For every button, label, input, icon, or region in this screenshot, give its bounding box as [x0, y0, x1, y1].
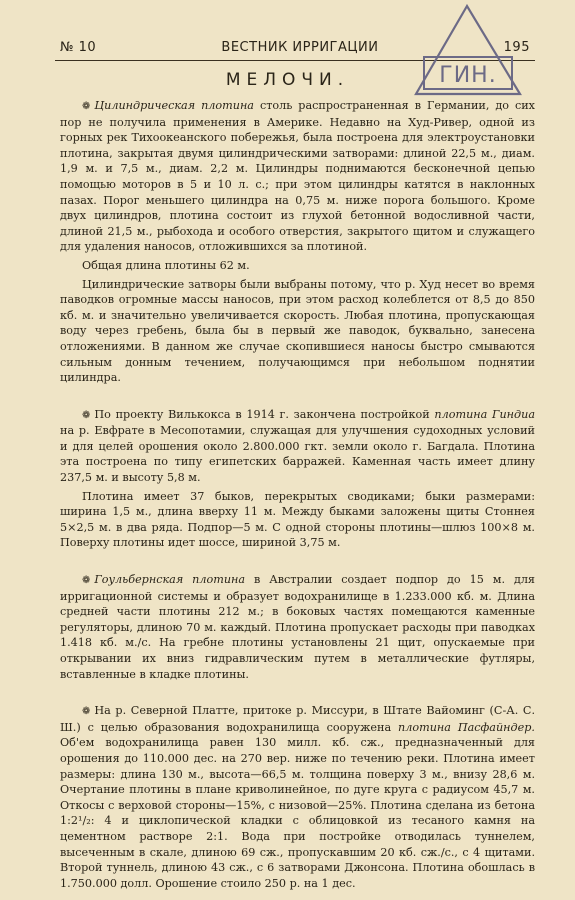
item-text: на р. Евфрате в Месопотамии, служащая для улучшения судоходных условий и для целей орошения около 2.800.000 гкт. земли около г. Багдала. Плотина эта построена по типу египетских барражей. Каменная часть имеет длину 237,5 м. и высоту 5,8 м.	[60, 424, 535, 485]
section-title: МЕЛОЧИ.	[225, 70, 350, 90]
item-continuation-paragraph: Общая длина плотины 62 м.	[82, 258, 250, 272]
stamp-text: ГИН.	[439, 63, 497, 88]
item-text: столь распространенная в Германии, до сих пор не получила применения в Америке. Недавно на Худ-Ривер, одной из горных рек Тихоокеанского побережья, была построена для электроустановки плотина, закрытая двумя цилиндрическими затворами: длиной 22,5 м., диам. 1,9 м. и 7,5 м., диам. 2,2 м. Цилиндры поднимаются бесконечной цепью помощью моторов в 5 и 10 л. с.; при этом цилиндры катятся в наклонных пазах. Порог меньшего цилиндра на 0,75 м. ниже порога большого. Кроме двух цилиндров, плотина состоит из глухой бетонной водосливной части, длиной 21,5 м., рыбохода и особого отверстия, закрытого щитом и служащего для удаления наносов, отложившихся за плотиной.	[60, 99, 535, 254]
news-item-paragraph	[60, 572, 535, 682]
item-lead-text: На р. Северной Платте, притоке р. Миссури, в Штате Вайоминг (С-А. С. Ш.) с целью образования водохранилища сооружена	[60, 704, 535, 734]
item-title: Гоульбернская плотина	[94, 573, 246, 587]
article-body	[60, 98, 535, 891]
item-lead-text: По проекту Вилькокса в 1914 г. закончена постройкой	[94, 407, 435, 421]
bullet-icon: ❁	[82, 706, 91, 718]
item-text: Об'ем водохранилища равен 130 милл. кб. сж., предназначенный для орошения до 110.000 дес. на 270 вер. ниже по течению реки. Плотина имеет размеры: длина 130 м., высота—66,5 м. толщина поверху 3 м., внизу 28,6 м. Очертание плотины в плане криволинейное, по дуге круга с радиусом 45,7 м. Откосы с верховой стороны—15%, с низовой—25%. Плотина сделана из бетона 1:2¹/₂: 4 и циклопической кладки с облицовкой из тесаного камня на цементном растворе 2:1. Вода при постройке отводилась туннелем, высеченным в скале, длиною 69 сж., пропускавшим 20 кб. сж./с., с 4 щитами. Второй туннель, длиною 43 сж., с 6 затворами Джонсона. Плотина обошлась в 1.750.000 долл. Орошение стоило 250 р. на 1 дес.	[60, 736, 535, 890]
page-number: 195	[503, 40, 530, 55]
item-title: плотина Гиндиа	[434, 407, 535, 421]
item-continuation-paragraph: Плотина имеет 37 быков, перекрытых сводиками; быки размерами: ширина 1,5 м., длина вверху 11 м. Между быками заложены щиты Стоннея 5×2,5 м. в два ряда. Подпор—5 м. С одной стороны плотины—шлюз 100×8 м. Поверху плотины идет шоссе, шириной 3,75 м.	[60, 489, 535, 550]
journal-title: ВЕСТНИК ИРРИГАЦИИ	[221, 40, 379, 55]
item-title: плотина Пасфайндер.	[398, 720, 535, 734]
bullet-icon: ❁	[82, 575, 91, 587]
news-item-paragraph	[60, 407, 535, 486]
item-continuation-paragraph: Цилиндрические затворы были выбраны потому, что р. Худ несет во время паводков огромные массы наносов, при этом расход колеблется от 8,5 до 850 кб. м. и значительно увеличивается скорость. Любая плотина, пропускающая воду через гребень, была бы в первый же паводок, буквально, занесена отложениями. В данном же случае скопившиеся наносы быстро смываются сильным донным течением, получающимся при небольшом поднятии цилиндра.	[60, 277, 535, 385]
issue-number: № 10	[60, 40, 97, 55]
bullet-icon: ❁	[82, 409, 91, 421]
news-item-paragraph	[60, 98, 535, 255]
item-title: Цилиндрическая плотина	[94, 99, 254, 112]
news-item-paragraph	[60, 703, 535, 891]
item-text: в Австралии создает подпор до 15 м. для ирригационной системы и образует водохранилище в 1.233.000 кб. м. Длина средней части плотины 212 м.; в боковых частях помещаются каменные регуляторы, длиною 70 м. каждый. Плотина пропускает расходы при паводках 1.418 кб. м./с. На гребне плотины установлены 21 щит, опускаемые при открывании их вниз гидравлическим путем в металлические футляры, вставленные в кладке плотины.	[60, 573, 535, 681]
bullet-icon: ❁	[82, 101, 91, 112]
